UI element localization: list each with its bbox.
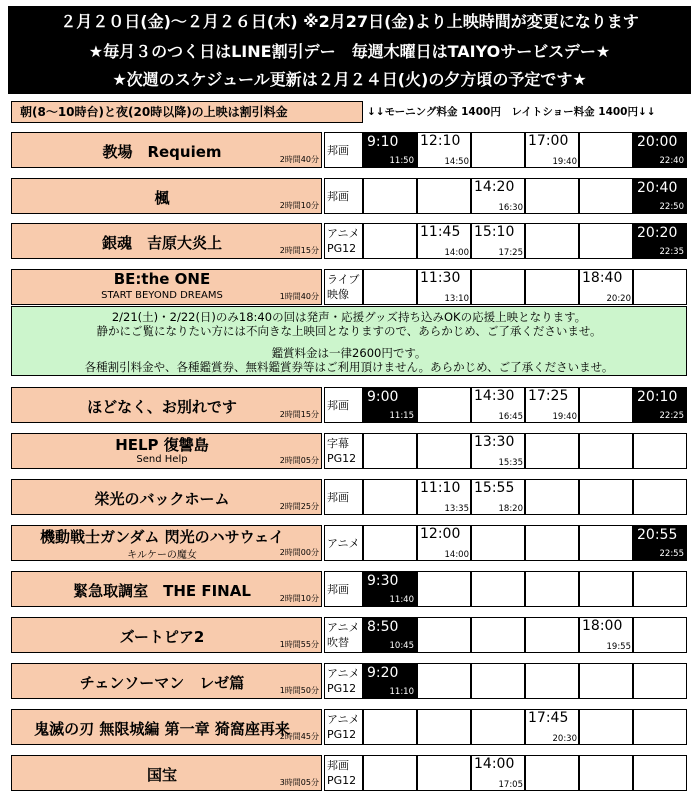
format-label: 邦画 bbox=[327, 398, 349, 412]
grid-cell bbox=[633, 571, 687, 607]
movie-row bbox=[11, 755, 687, 791]
grid-cell bbox=[525, 269, 579, 305]
movie-format bbox=[324, 617, 363, 653]
grid-cell bbox=[525, 433, 579, 469]
showtime-slot bbox=[525, 709, 579, 745]
start-time: 9:00 bbox=[367, 389, 399, 405]
header-line-dates: ２月２０日(金)～２月２６日(木) ※2月27日(金)より上映時間が変更になります bbox=[60, 12, 639, 31]
grid-cell bbox=[417, 387, 471, 423]
grid-cell bbox=[633, 755, 687, 791]
end-time: 22:40 bbox=[659, 156, 684, 166]
movie-duration: 2時間15分 bbox=[279, 410, 319, 419]
grid-cell bbox=[417, 755, 471, 791]
movie-title: 鬼滅の刃 無限城編 第一章 猗窩座再来 bbox=[34, 720, 290, 738]
showtime-grid bbox=[363, 132, 687, 168]
showtime-slot bbox=[471, 479, 525, 515]
movie-row bbox=[11, 525, 687, 561]
grid-cell bbox=[633, 479, 687, 515]
movie-title-box bbox=[11, 387, 322, 423]
start-time: 15:55 bbox=[474, 480, 515, 496]
grid-cell bbox=[633, 617, 687, 653]
grid-cell bbox=[579, 755, 633, 791]
movie-title: チェンソーマン レゼ篇 bbox=[79, 674, 245, 692]
end-time: 19:55 bbox=[606, 642, 631, 652]
movie-duration: 2時間15分 bbox=[279, 246, 319, 255]
start-time: 9:30 bbox=[367, 573, 399, 589]
format-label: PG12 bbox=[327, 452, 357, 465]
movie-row bbox=[11, 387, 687, 423]
format-label: 邦画 bbox=[327, 490, 349, 504]
showtime-slot bbox=[417, 269, 471, 305]
start-time: 20:10 bbox=[637, 389, 678, 405]
showtime-slot bbox=[579, 617, 633, 653]
showtime-slot bbox=[633, 223, 687, 259]
end-time: 13:35 bbox=[444, 504, 469, 514]
start-time: 17:00 bbox=[528, 133, 569, 149]
movie-title-box bbox=[11, 709, 322, 745]
showtime-grid bbox=[363, 269, 687, 305]
showtime-slot bbox=[417, 223, 471, 259]
grid-cell bbox=[525, 178, 579, 214]
movie-row bbox=[11, 571, 687, 607]
movie-format bbox=[324, 571, 363, 607]
showtime-slot bbox=[471, 223, 525, 259]
end-time: 14:50 bbox=[444, 157, 469, 167]
format-label: 邦画 bbox=[327, 759, 349, 772]
format-label: 邦画 bbox=[327, 582, 349, 596]
movie-duration: 1時間40分 bbox=[279, 292, 319, 301]
movie-format bbox=[324, 387, 363, 423]
grid-cell bbox=[633, 269, 687, 305]
format-label: アニメ bbox=[327, 713, 360, 726]
movie-duration: 1時間55分 bbox=[279, 640, 319, 649]
grid-cell bbox=[471, 709, 525, 745]
showtime-grid bbox=[363, 755, 687, 791]
showtime-grid bbox=[363, 525, 687, 561]
format-label: アニメ bbox=[327, 227, 360, 240]
movie-title: 楓 bbox=[154, 189, 170, 207]
start-time: 18:00 bbox=[582, 618, 623, 634]
showtime-grid bbox=[363, 479, 687, 515]
movie-row bbox=[11, 178, 687, 214]
grid-cell bbox=[525, 571, 579, 607]
movie-row bbox=[11, 269, 687, 305]
grid-cell bbox=[525, 617, 579, 653]
movie-format bbox=[324, 479, 363, 515]
start-time: 20:40 bbox=[637, 180, 678, 196]
schedule-header bbox=[8, 6, 691, 94]
showtime-slot bbox=[471, 387, 525, 423]
movie-title: 教場 Requiem bbox=[102, 143, 222, 161]
showtime-slot bbox=[471, 178, 525, 214]
end-time: 22:50 bbox=[659, 202, 684, 212]
start-time: 15:10 bbox=[474, 224, 515, 240]
movie-row bbox=[11, 709, 687, 745]
format-label: アニメ bbox=[327, 536, 360, 550]
showtime-grid bbox=[363, 571, 687, 607]
end-time: 15:35 bbox=[498, 458, 523, 468]
grid-cell bbox=[363, 269, 417, 305]
start-time: 14:20 bbox=[474, 179, 515, 195]
showtime-grid bbox=[363, 433, 687, 469]
grid-cell bbox=[633, 433, 687, 469]
banner-line: 鑑賞料金は一律2600円です。 bbox=[271, 346, 427, 360]
end-time: 19:40 bbox=[552, 157, 577, 167]
movie-row bbox=[11, 617, 687, 653]
end-time: 16:45 bbox=[498, 412, 523, 422]
cheer-screening-banner bbox=[11, 306, 687, 376]
movie-title: 栄光のバックホーム bbox=[94, 490, 230, 508]
movie-format bbox=[324, 755, 363, 791]
movie-duration: 2時間10分 bbox=[279, 594, 319, 603]
grid-cell bbox=[579, 709, 633, 745]
end-time: 14:00 bbox=[444, 248, 469, 258]
end-time: 13:10 bbox=[444, 294, 469, 304]
header-line-discounts: ★毎月３のつく日はLINE割引デー 毎週木曜日はTAIYOサービスデー★ bbox=[88, 42, 611, 61]
movie-duration: 2時間40分 bbox=[279, 155, 319, 164]
grid-cell bbox=[579, 479, 633, 515]
grid-cell bbox=[579, 433, 633, 469]
end-time: 10:45 bbox=[389, 641, 414, 651]
movie-title-box bbox=[11, 269, 322, 305]
format-label: 吹替 bbox=[327, 636, 349, 649]
grid-cell bbox=[579, 571, 633, 607]
grid-cell bbox=[363, 755, 417, 791]
movie-format bbox=[324, 269, 363, 305]
format-label: PG12 bbox=[327, 682, 357, 695]
end-time: 11:50 bbox=[389, 156, 414, 166]
start-time: 18:40 bbox=[582, 270, 623, 286]
showtime-slot bbox=[417, 132, 471, 168]
movie-title: HELP 復讐島 bbox=[115, 436, 209, 454]
movie-title-box bbox=[11, 178, 322, 214]
showtime-slot bbox=[363, 132, 417, 168]
movie-title: 銀魂 吉原大炎上 bbox=[101, 234, 222, 252]
grid-cell bbox=[579, 525, 633, 561]
grid-cell bbox=[363, 479, 417, 515]
banner-line: 静かにご覧になりたい方には不向きな上映回となりますので、あらかじめ、ご了承くださいませ。 bbox=[96, 324, 602, 338]
movie-duration: 2時間10分 bbox=[279, 201, 319, 210]
format-label: 邦画 bbox=[327, 189, 349, 203]
start-time: 12:00 bbox=[420, 526, 461, 542]
movie-title: ほどなく、お別れです bbox=[87, 398, 237, 416]
grid-cell bbox=[417, 617, 471, 653]
start-time: 13:30 bbox=[474, 434, 515, 450]
showtime-grid bbox=[363, 387, 687, 423]
end-time: 20:30 bbox=[552, 734, 577, 744]
format-label: ライブ bbox=[327, 273, 360, 286]
movie-duration: 2時間00分 bbox=[279, 548, 319, 557]
end-time: 22:35 bbox=[659, 247, 684, 257]
end-time: 16:30 bbox=[498, 203, 523, 213]
movie-duration: 1時間50分 bbox=[279, 686, 319, 695]
showtime-grid bbox=[363, 709, 687, 745]
start-time: 11:30 bbox=[420, 270, 461, 286]
showtime-slot bbox=[525, 132, 579, 168]
movie-duration: 2時間45分 bbox=[279, 732, 319, 741]
movie-title-box bbox=[11, 433, 322, 469]
showtime-slot bbox=[363, 617, 417, 653]
grid-cell bbox=[417, 571, 471, 607]
banner-line: 各種割引料金や、各種鑑賞券、無料鑑賞券等はご利用頂けません。あらかじめ、ご了承くださいませ。 bbox=[84, 360, 614, 374]
grid-cell bbox=[579, 132, 633, 168]
grid-cell bbox=[525, 755, 579, 791]
start-time: 20:20 bbox=[637, 225, 678, 241]
movie-row bbox=[11, 132, 687, 168]
grid-cell bbox=[579, 178, 633, 214]
end-time: 17:25 bbox=[498, 248, 523, 258]
grid-cell bbox=[417, 663, 471, 699]
banner-line: 2/21(土)・2/22(日)のみ18:40の回は発声・応援グッズ持ち込みOKの応援上映となります。 bbox=[111, 310, 587, 324]
format-label: 邦画 bbox=[327, 143, 349, 157]
end-time: 11:10 bbox=[389, 687, 414, 697]
end-time: 14:00 bbox=[444, 550, 469, 560]
movie-title: BE:the ONE bbox=[113, 270, 211, 288]
movie-duration: 2時間25分 bbox=[279, 502, 319, 511]
showtime-slot bbox=[471, 433, 525, 469]
start-time: 17:25 bbox=[528, 388, 569, 404]
start-time: 20:55 bbox=[637, 527, 678, 543]
movie-title: 国宝 bbox=[146, 766, 177, 784]
start-time: 9:10 bbox=[367, 134, 399, 150]
end-time: 19:40 bbox=[552, 412, 577, 422]
movie-title-box bbox=[11, 223, 322, 259]
movie-format bbox=[324, 132, 363, 168]
grid-cell bbox=[363, 525, 417, 561]
grid-cell bbox=[363, 178, 417, 214]
end-time: 11:15 bbox=[389, 411, 414, 421]
movie-title-box bbox=[11, 663, 322, 699]
start-time: 12:10 bbox=[420, 133, 461, 149]
start-time: 8:50 bbox=[367, 619, 399, 635]
showtime-slot bbox=[525, 387, 579, 423]
showtime-grid bbox=[363, 663, 687, 699]
grid-cell bbox=[579, 387, 633, 423]
start-time: 9:20 bbox=[367, 665, 399, 681]
movie-format bbox=[324, 223, 363, 259]
showtime-slot bbox=[633, 178, 687, 214]
end-time: 11:40 bbox=[389, 595, 414, 605]
movie-row bbox=[11, 223, 687, 259]
grid-cell bbox=[579, 663, 633, 699]
grid-cell bbox=[525, 479, 579, 515]
grid-cell bbox=[633, 663, 687, 699]
movie-format bbox=[324, 709, 363, 745]
grid-cell bbox=[417, 178, 471, 214]
movie-title-box bbox=[11, 755, 322, 791]
movie-title: 緊急取調室 THE FINAL bbox=[73, 582, 251, 600]
grid-cell bbox=[525, 663, 579, 699]
grid-cell bbox=[525, 223, 579, 259]
grid-cell bbox=[525, 525, 579, 561]
grid-cell bbox=[579, 223, 633, 259]
movie-duration: 2時間05分 bbox=[279, 456, 319, 465]
discount-notice: 朝(8～10時台)と夜(20時以降)の上映は割引料金 bbox=[11, 101, 363, 123]
start-time: 11:10 bbox=[420, 480, 461, 496]
showtime-grid bbox=[363, 617, 687, 653]
grid-cell bbox=[471, 663, 525, 699]
start-time: 17:45 bbox=[528, 710, 569, 726]
movie-format bbox=[324, 525, 363, 561]
showtime-grid bbox=[363, 178, 687, 214]
movie-title-box bbox=[11, 132, 322, 168]
start-time: 14:00 bbox=[474, 756, 515, 772]
showtime-slot bbox=[471, 755, 525, 791]
movie-title-box bbox=[11, 479, 322, 515]
movie-subtitle: START BEYOND DREAMS bbox=[101, 290, 223, 301]
format-label: 映像 bbox=[327, 288, 349, 301]
format-label: PG12 bbox=[327, 774, 357, 787]
movie-subtitle: Send Help bbox=[136, 454, 188, 465]
movie-title-box bbox=[11, 525, 322, 561]
showtime-slot bbox=[579, 269, 633, 305]
grid-cell bbox=[471, 525, 525, 561]
showtime-slot bbox=[363, 571, 417, 607]
showtime-slot bbox=[633, 387, 687, 423]
grid-cell bbox=[471, 617, 525, 653]
movie-title: 機動戦士ガンダム 閃光のハサウェイ bbox=[39, 528, 285, 546]
movie-format bbox=[324, 178, 363, 214]
movie-format bbox=[324, 663, 363, 699]
format-label: PG12 bbox=[327, 728, 357, 741]
header-line-update: ★次週のスケジュール更新は２月２４日(火)の夕方頃の予定です★ bbox=[112, 70, 587, 89]
grid-cell bbox=[471, 269, 525, 305]
movie-duration: 3時間05分 bbox=[279, 778, 319, 787]
end-time: 22:55 bbox=[659, 549, 684, 559]
start-time: 11:45 bbox=[420, 224, 461, 240]
showtime-slot bbox=[363, 387, 417, 423]
end-time: 20:20 bbox=[606, 294, 631, 304]
movie-title-box bbox=[11, 617, 322, 653]
format-label: PG12 bbox=[327, 242, 357, 255]
movie-row bbox=[11, 663, 687, 699]
rate-notice: ↓↓モーニング料金 1400円 レイトショー料金 1400円↓↓ bbox=[367, 106, 656, 118]
movie-title-box bbox=[11, 571, 322, 607]
grid-cell bbox=[363, 223, 417, 259]
showtime-slot bbox=[633, 525, 687, 561]
start-time: 20:00 bbox=[637, 134, 678, 150]
showtime-slot bbox=[417, 479, 471, 515]
format-label: アニメ bbox=[327, 621, 360, 634]
movie-row bbox=[11, 479, 687, 515]
grid-cell bbox=[471, 132, 525, 168]
movie-subtitle: キルケーの魔女 bbox=[127, 550, 197, 561]
end-time: 18:20 bbox=[498, 504, 523, 514]
grid-cell bbox=[363, 709, 417, 745]
grid-cell bbox=[633, 709, 687, 745]
grid-cell bbox=[471, 571, 525, 607]
movie-format bbox=[324, 433, 363, 469]
grid-cell bbox=[363, 433, 417, 469]
showtime-slot bbox=[417, 525, 471, 561]
showtime-grid bbox=[363, 223, 687, 259]
end-time: 17:05 bbox=[498, 780, 523, 790]
showtime-slot bbox=[363, 663, 417, 699]
start-time: 14:30 bbox=[474, 388, 515, 404]
grid-cell bbox=[417, 709, 471, 745]
movie-title: ズートピア2 bbox=[119, 628, 205, 646]
format-label: 字幕 bbox=[327, 437, 349, 450]
showtime-slot bbox=[633, 132, 687, 168]
grid-cell bbox=[417, 433, 471, 469]
movie-row bbox=[11, 433, 687, 469]
end-time: 22:25 bbox=[659, 411, 684, 421]
format-label: アニメ bbox=[327, 667, 360, 680]
